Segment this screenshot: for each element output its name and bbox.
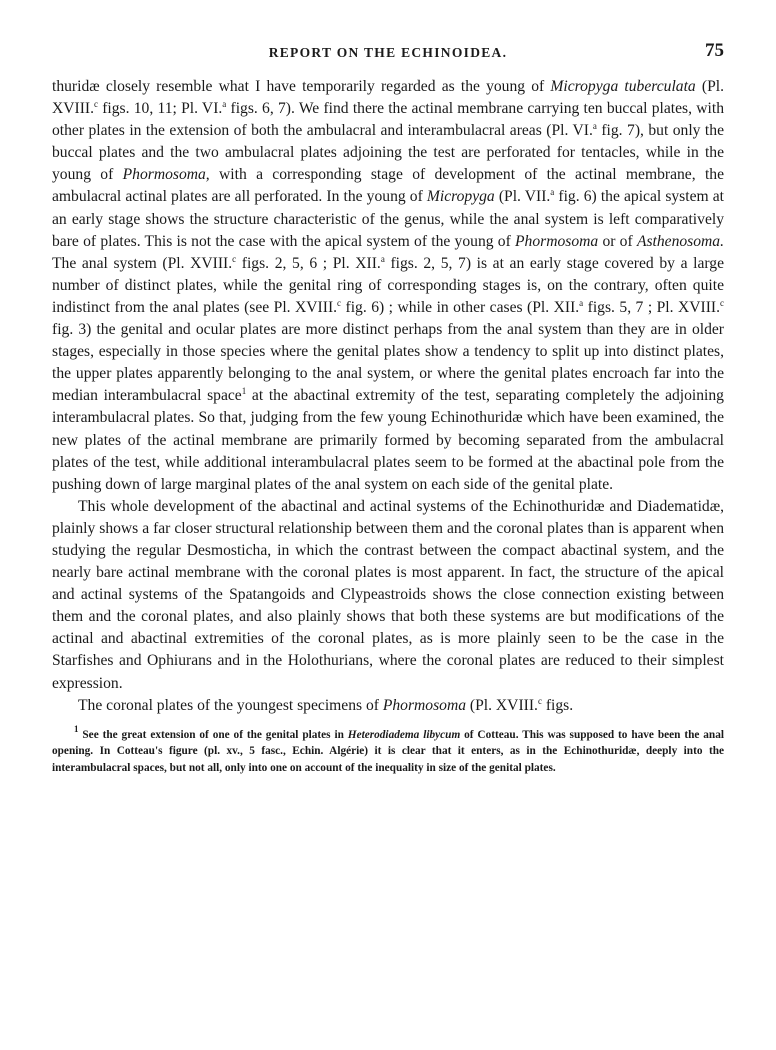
superscript: c xyxy=(94,99,98,110)
text-run: The anal system (Pl. XVIII. xyxy=(52,254,233,272)
superscript: a xyxy=(579,297,584,308)
superscript: c xyxy=(232,253,237,264)
superscript: c xyxy=(537,695,542,706)
italic-run: Phormosoma xyxy=(515,232,599,250)
footnotes xyxy=(52,723,724,777)
paragraph xyxy=(52,496,724,695)
text-run: thuridæ closely resemble what I have temporarily regarded as the young of xyxy=(52,78,551,95)
text-run: See the great extension of one of the genital plates in xyxy=(78,728,348,741)
text-run: figs. xyxy=(541,696,574,714)
superscript: a xyxy=(550,187,555,198)
running-head xyxy=(52,40,724,66)
text-run: fig. 7), but only the buccal plates and the two ambulacral plates adjoining the test are perforated for tentacles, while in the young of xyxy=(52,122,724,184)
text-run: at the abactinal extremity of the test, separating completely the adjoining interambulacral plates. So that, judging from the few young Echinothuridæ which have been examined, the new plates of the actinal membrane are primarily formed by becoming separated from the ambulacral plates of the test, while additional interambulacral plates seem to be formed at the abactinal pole from the pushing down of large marginal plates of the anal system on each side of the genital plate. xyxy=(52,387,724,493)
italic-run: Phormosoma, xyxy=(122,166,210,184)
superscript: a xyxy=(222,99,227,110)
paragraph xyxy=(52,695,724,717)
text-run: figs. 2, 5, 7) is at an early stage covered by a large number of distinct plates, while the genital ring of corresponding stages is, on the contrary, often quite indistinct from the anal plates (see Pl. XVIII. xyxy=(52,254,725,316)
superscript: 1 xyxy=(74,723,79,734)
text-run: The coronal plates of the youngest specimens of xyxy=(78,696,383,714)
italic-run: Micropyga tuberculata xyxy=(550,78,696,95)
superscript: a xyxy=(592,121,597,132)
paragraph xyxy=(52,76,724,496)
text-run: with a corresponding stage of development of the actinal membrane, the ambulacral actinal plates are all perforated. In the young of xyxy=(52,166,724,206)
italic-run: Heterodiadema libycum xyxy=(347,728,461,741)
running-title: REPORT ON THE ECHINOIDEA. xyxy=(268,45,508,60)
italic-run: Phormosoma xyxy=(382,696,467,714)
text-run: This whole development of the abactinal and actinal systems of the Echinothuridæ and Diadematidæ, plainly shows a far closer structural relationship between them and the coronal plates than is apparent when studying the regular Desmosticha, in which the contrast between the compact abactinal system, and the nearly bare actinal membrane with the coronal plates is most apparent. In fact, the structure of the apical and actinal systems of the Spatangoids and Clypeastroids shows the close connection existing between them and the coronal plates, and also plainly shows that both these systems are but modifications of the actinal and abactinal extremities of the coronal plates, as is more plainly seen to be the case in the Starfishes and Ophiurans and in the Holothurians, where the coronal plates are reduced to their simplest expression. xyxy=(52,497,724,692)
italic-run: Asthenosoma. xyxy=(636,232,724,250)
text-run: fig. 6) ; while in other cases (Pl. XII. xyxy=(341,298,580,316)
superscript: 1 xyxy=(241,386,247,397)
page xyxy=(52,40,724,776)
text-run: figs. 6, 7). We find there the actinal membrane carrying ten buccal plates, with other plates in the extension of both the ambulacral and interambulacral areas (Pl. VI. xyxy=(52,100,724,140)
text-run: figs. 2, 5, 6 ; Pl. XII. xyxy=(236,254,381,272)
footnote xyxy=(52,723,724,777)
superscript: c xyxy=(720,297,724,308)
superscript: c xyxy=(337,297,342,308)
italic-run: Micropyga xyxy=(426,188,495,206)
text-run: (Pl. XVIII. xyxy=(466,696,538,714)
text-run: of Cotteau. This was supposed to have been the anal opening. In Cotteau's figure (pl. xv., 5 fasc., Echin. Algérie) it is clear that it enters, as in the Echinothuridæ, deeply into the interambulacral spaces, but not all, only into one on account of the inequality in size of the genital plates. xyxy=(52,728,724,774)
text-run: figs. 5, 7 ; Pl. XVIII. xyxy=(583,298,720,316)
body-text xyxy=(52,76,724,717)
text-run: fig. 3) the genital and ocular plates are more distinct perhaps from the anal system than they are in older stages, especially in those species where the genital plates show a tendency to split up into distinct plates, the upper plates apparently belonging to the anal system, or where the genital plates encroach far into the median interambulacral space xyxy=(52,321,724,405)
text-run: (Pl. VII. xyxy=(494,188,551,206)
page-number: 75 xyxy=(705,40,724,61)
text-run: fig. 6) the apical system at an early stage shows the structure characteristic of the genus, while the anal system is left comparatively bare of plates. This is not the case with the apical system of the young of xyxy=(52,188,724,250)
text-run: (Pl. XVIII. xyxy=(52,78,725,118)
superscript: a xyxy=(380,253,385,264)
text-run: or of xyxy=(598,232,637,250)
text-run: figs. 10, 11; Pl. VI. xyxy=(98,100,223,118)
